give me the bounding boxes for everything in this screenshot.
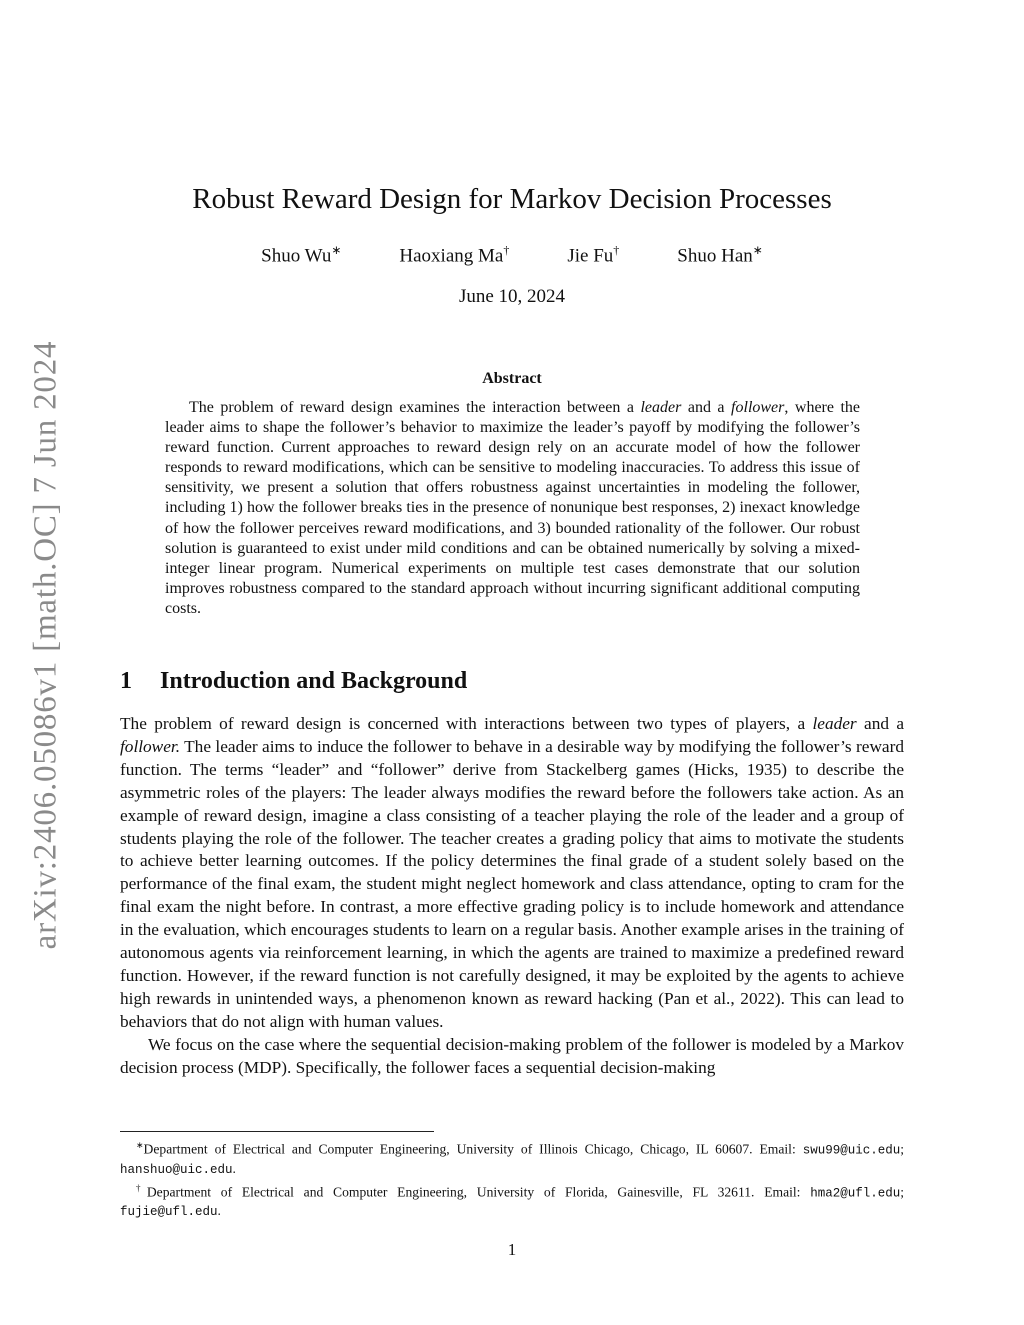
- author: Jie Fu†: [567, 243, 620, 267]
- section-heading: [120, 668, 467, 695]
- email-address[interactable]: swu99@uic.edu: [802, 1143, 901, 1158]
- paragraph: We focus on the case where the sequential decision-making problem of the follower is modeled by a Markov decision process (MDP). Specifically, the follower faces a sequential decision-making: [120, 1034, 904, 1077]
- page-number: 1: [507, 1240, 517, 1259]
- email-address[interactable]: fujie@ufl.edu: [120, 1205, 218, 1220]
- paper-title: Robust Reward Design for Markov Decision Processes: [192, 183, 832, 215]
- footnote: ∗Department of Electrical and Computer Engineering, University of Illinois Chicago, Chicago, IL 60607. Email: swu99@uic.edu; hanshuo@uic.edu.: [120, 1140, 904, 1177]
- footnote-divider: [120, 1131, 434, 1132]
- author-affiliation-mark: ∗: [752, 243, 763, 257]
- author-affiliation-mark: †: [503, 243, 510, 257]
- section-title: Introduction and Background: [160, 668, 468, 694]
- section-body: [120, 713, 904, 1080]
- abstract-heading: Abstract: [482, 370, 542, 387]
- abstract-text: The problem of reward design examines the interaction between a leader and a follower, where the leader aims to shape the follower’s behavior to maximize the leader’s payoff by modifying the follower’s reward function. Current approaches to reward design rely on an accurate model of how the follower responds to reward modifications, which can be sensitive to modeling inaccuracies. To address this issue of sensitivity, we present a solution that offers robustness against uncertainties in modeling the follower, including 1) how the follower breaks ties in the presence of nonunique best responses, 2) inexact knowledge of how the follower perceives reward modifications, and 3) bounded rationality of the follower. Our robust solution is guaranteed to exist under mild conditions and can be obtained numerically by solving a mixed-integer linear program. Numerical experiments on multiple test cases demonstrate that our solution improves robustness compared to the standard approach without incurring significant additional computing costs.: [165, 399, 861, 617]
- author-affiliation-mark: †: [613, 243, 620, 257]
- author: Haoxiang Ma†: [399, 243, 510, 267]
- email-address[interactable]: hma2@ufl.edu: [810, 1186, 901, 1201]
- section-number: 1: [120, 668, 132, 694]
- footnote: †Department of Electrical and Computer Engineering, University of Florida, Gainesville, FL 32611. Email: hma2@ufl.edu; fujie@ufl.edu.: [120, 1182, 905, 1220]
- arxiv-identifier-stamp: arXiv:2406.05086v1 [math.OC] 7 Jun 2024: [27, 340, 64, 950]
- paragraph: The problem of reward design is concerned with interactions between two types of players, a leader and a follower. The leader aims to induce the follower to behave in a desirable way by modifying the follower’s reward function. The terms “leader” and “follower” derive from Stackelberg games (Hicks, 1935) to describe the asymmetric roles of the players: The leader always modifies the reward before the followers take action. As an example of reward design, imagine a class consisting of a teacher playing the role of the leader and a group of students playing the role of the follower. The teacher creates a grading policy that aims to motivate the students to achieve better learning outcomes. If the policy determines the final grade of a student solely based on the performance of the final exam, the student might neglect homework and class attendance, opting to cram for the final exam the night before. In contrast, a more effective grading policy is to include homework and attendance in the evaluation, which encourages students to learn on a regular basis. Another example arises in the training of autonomous agents via reinforcement learning, in which the agents are trained to maximize a predefined reward function. However, if the reward function is not carefully designed, it may be exploited by the agents to achieve high rewards in unintended ways, a phenomenon known as reward hacking (Pan et al., 2022). This can lead to behaviors that do not align with human values.: [120, 714, 905, 1031]
- author: Shuo Wu∗: [261, 243, 342, 267]
- author-list: [120, 243, 904, 267]
- footnotes: [120, 1136, 904, 1221]
- author: Shuo Han∗: [677, 243, 763, 267]
- publication-date: June 10, 2024: [458, 286, 566, 307]
- author-affiliation-mark: ∗: [331, 243, 342, 257]
- email-address[interactable]: hanshuo@uic.edu: [120, 1162, 233, 1177]
